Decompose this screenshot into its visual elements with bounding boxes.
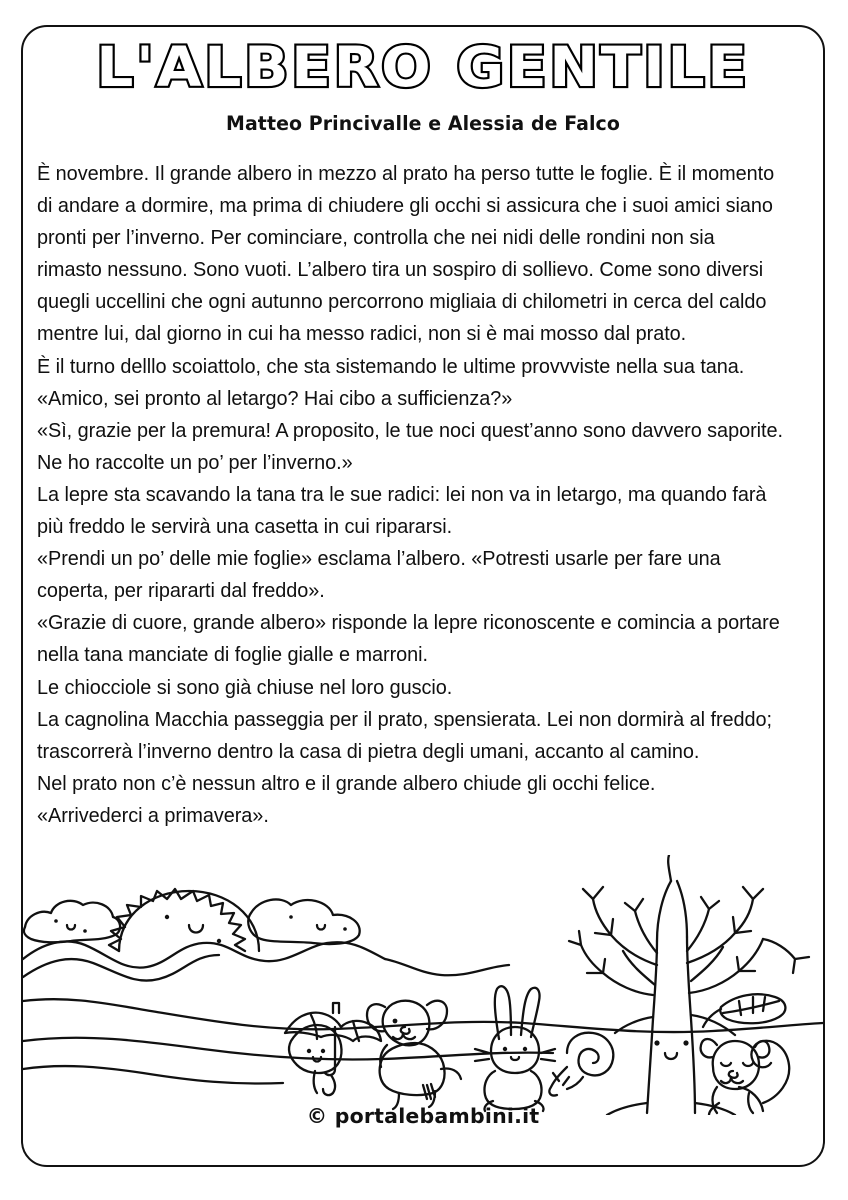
coloring-illustration <box>23 855 823 1115</box>
story-paragraph: È novembre. Il grande albero in mezzo al prato ha perso tutte le foglie. È il momento di andare a dormire, ma prima di chiudere gli occhi si assicura che i suoi amici siano pronti per l’inverno. Per cominciare, controlla che nei nidi delle rondini non sia rimasto nessuno. Sono vuoti. L’albero tira un sospiro di sollievo. Come sono diversi quegli uccellini che ogni autunno percorrono migliaia di chilometri in cerca del caldo mentre lui, dal giorno in cui ha messo radici, non si è mai mosso dal prato. <box>37 162 775 346</box>
snail <box>549 1033 613 1096</box>
rabbit <box>475 986 555 1111</box>
story-paragraph: Nel prato non c’è nessun altro e il grande albero chiude gli occhi felice. <box>37 771 656 795</box>
sun-icon <box>109 889 259 951</box>
hills <box>23 941 385 980</box>
bare-tree <box>569 855 809 1115</box>
story-paragraph: La cagnolina Macchia passeggia per il prato, spensierata. Lei non dormirà al freddo; trascorrerà l’inverno dentro la casa di pietra degli umani, accanto al camino. <box>37 707 773 763</box>
footer <box>21 1104 825 1128</box>
title-block <box>21 36 825 136</box>
site-credit: © portalebambini.it <box>306 1104 540 1128</box>
story-paragraph: La lepre sta scavando la tana tra le sue radici: lei non va in letargo, ma quando farà più freddo le servirà una casetta in cui ripararsi. <box>37 482 767 539</box>
story-paragraph: «Grazie di cuore, grande albero» risponde la lepre riconoscente e comincia a portare nella tana manciate di foglie gialle e marroni. <box>37 611 780 667</box>
story-paragraph: È il turno delllo scoiattolo, che sta sistemando le ultime provvviste nella sua tana. <box>37 354 745 378</box>
page-title: L'ALBERO GENTILE <box>96 35 750 99</box>
story-paragraph: «Prendi un po’ delle mie foglie» esclama l’albero. «Potresti usarle per fare una coperta, per ripararti dal freddo». <box>37 547 721 603</box>
story-text <box>37 158 784 832</box>
cloud-icon <box>248 899 359 944</box>
story-paragraph: «Sì, grazie per la premura! A proposito, le tue noci quest’anno sono davvero saporite. Ne ho raccolte un po’ per l’inverno.» <box>37 418 783 474</box>
story-paragraph: Le chiocciole si sono già chiuse nel loro guscio. <box>37 675 453 699</box>
authors-line: Matteo Princivalle e Alessia de Falco <box>226 112 620 135</box>
cloud-icon <box>24 901 120 942</box>
story-paragraph: «Amico, sei pronto al letargo? Hai cibo a sufficienza?» <box>37 386 513 410</box>
meadow <box>23 959 823 1084</box>
story-paragraph: «Arrivederci a primavera». <box>37 803 269 827</box>
